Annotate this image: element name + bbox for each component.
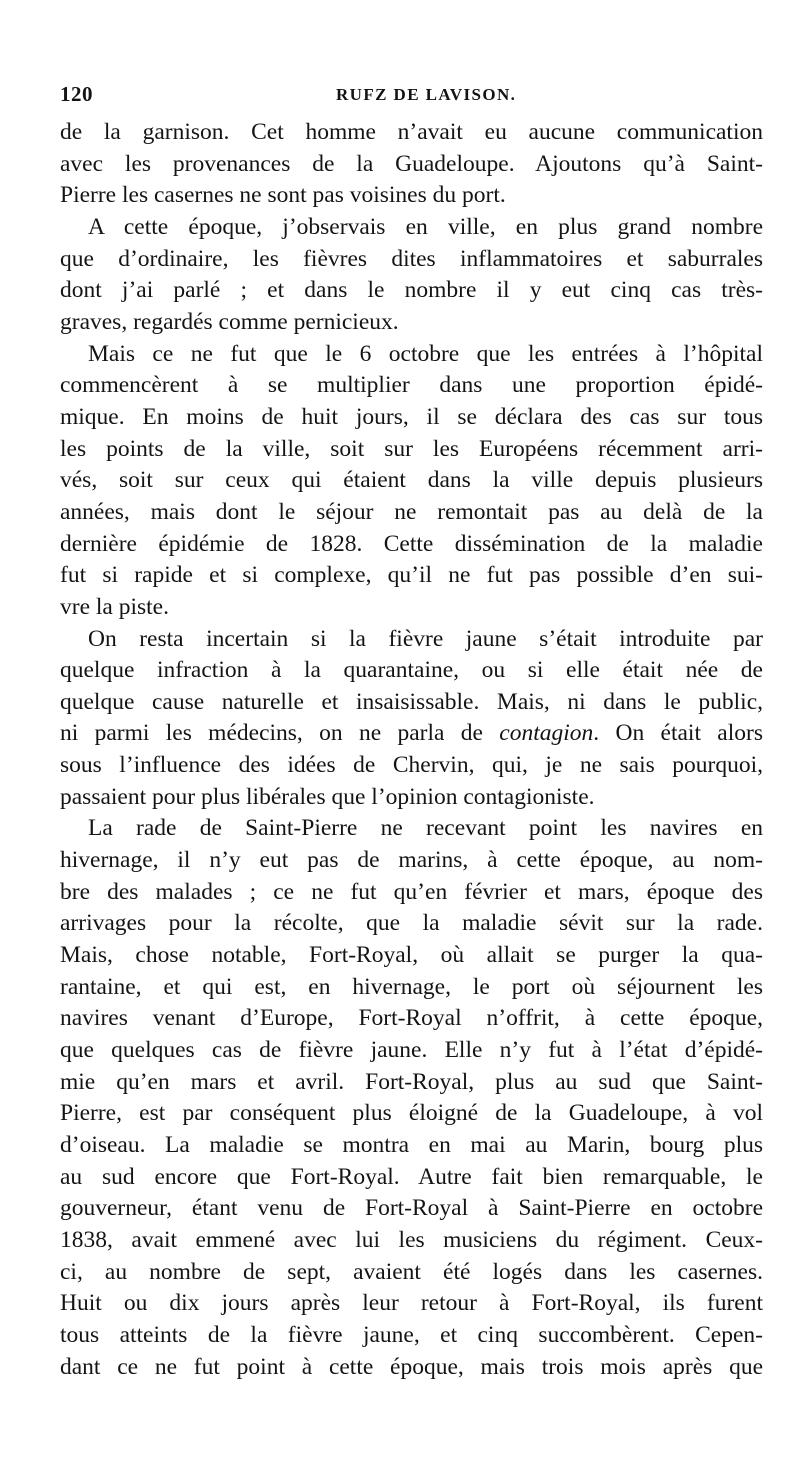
text-line: passaient pour plus libérales que l’opinion contagioniste. — [60, 783, 595, 810]
text-line: que quelques cas de fièvre jaune. Elle n’y fut à l’état d’épidé- — [60, 1037, 763, 1064]
text-line: au sud encore que Fort-Royal. Autre fait bien remarquable, le — [60, 1163, 763, 1190]
text-line: vés, soit sur ceux qui étaient dans la ville depuis plusieurs — [60, 467, 763, 494]
text-line: quelque cause naturelle et insaisissable. Mais, ni dans le public, — [60, 688, 763, 715]
page-number: 120 — [60, 82, 93, 106]
text-line: La rade de Saint-Pierre ne recevant point les navires en — [88, 815, 763, 842]
text-line: On resta incertain si la fièvre jaune s’était introduite par — [88, 625, 763, 652]
text-line: que d’ordinaire, les fièvres dites inflammatoires et saburrales — [60, 245, 763, 272]
text-line: Pierre les casernes ne sont pas voisines du port. — [60, 182, 506, 209]
text-line: dont j’ai parlé ; et dans le nombre il y eut cinq cas très- — [60, 277, 763, 304]
text-line: 1838, avait emmené avec lui les musiciens du régiment. Ceux- — [60, 1226, 763, 1253]
paragraph — [60, 117, 763, 212]
text-line: d’oiseau. La maladie se montra en mai au Marin, bourg plus — [60, 1132, 763, 1158]
text-line: mique. En moins de huit jours, il se déclara des cas sur tous — [60, 403, 763, 430]
text-line: fut si rapide et si complexe, qu’il ne fut pas possible d’en sui- — [60, 562, 763, 589]
text-line: années, mais dont le séjour ne remontait pas au delà de la — [60, 498, 763, 525]
running-head: RUFZ DE LAVISON. — [336, 85, 517, 104]
emphasis-word: contagion — [499, 720, 594, 747]
paragraph — [60, 212, 763, 339]
text-line: mie qu’en mars et avril. Fort-Royal, plus au sud que Saint- — [60, 1068, 763, 1095]
text-line: tous atteints de la fièvre jaune, et cinq succombèrent. Cepen- — [60, 1321, 763, 1348]
text-line: arrivages pour la récolte, que la maladie sévit sur la rade. — [60, 910, 763, 937]
text-line: avec les provenances de la Guadeloupe. Ajoutons qu’à Saint- — [60, 150, 763, 177]
text-line: dant ce ne fut point à cette époque, mais trois mois après que — [60, 1353, 763, 1380]
text-line: A cette époque, j’observais en ville, en plus grand nombre — [88, 213, 763, 240]
text-line: Mais ce ne fut que le 6 octobre que les entrées à l’hôpital — [88, 340, 763, 367]
text-line: sous l’influence des idées de Chervin, qui, je ne sais pourquoi, — [60, 752, 763, 779]
text-segment: . On était alors — [593, 720, 763, 747]
text-line: Huit ou dix jours après leur retour à Fort-Royal, ils furent — [60, 1290, 763, 1317]
page-header — [60, 82, 760, 112]
text-line: de la garnison. Cet homme n’avait eu aucune communication — [60, 119, 763, 145]
paragraph — [60, 813, 763, 1383]
text-line: commencèrent à se multiplier dans une proportion épidé- — [60, 372, 763, 399]
text-line: graves, regardés comme pernicieux. — [60, 308, 399, 335]
text-line — [60, 718, 763, 750]
text-line: gouverneur, étant venu de Fort-Royal à Saint-Pierre en octobre — [60, 1195, 763, 1222]
text-line: vre la piste. — [60, 593, 169, 620]
text-line: dernière épidémie de 1828. Cette dissémination de la maladie — [60, 530, 763, 557]
paragraph — [60, 339, 763, 624]
text-segment: ni parmi les médecins, on ne parla de — [60, 720, 500, 747]
text-line: hivernage, il n’y eut pas de marins, à cette époque, au nom- — [60, 847, 763, 874]
text-line: navires venant d’Europe, Fort-Royal n’offrit, à cette époque, — [60, 1005, 763, 1032]
paragraph — [60, 624, 763, 814]
body-text — [60, 117, 763, 1383]
text-line: quelque infraction à la quarantaine, ou si elle était née de — [60, 657, 763, 684]
text-line: Pierre, est par conséquent plus éloigné de la Guadeloupe, à vol — [60, 1100, 763, 1127]
text-line: les points de la ville, soit sur les Européens récemment arri- — [60, 435, 763, 462]
text-line: Mais, chose notable, Fort-Royal, où allait se purger la qua- — [60, 942, 763, 969]
text-line: ci, au nombre de sept, avaient été logés dans les casernes. — [60, 1258, 763, 1285]
text-line: bre des malades ; ce ne fut qu’en février et mars, époque des — [60, 878, 763, 905]
text-line: rantaine, et qui est, en hivernage, le port où séjournent les — [60, 973, 763, 1000]
